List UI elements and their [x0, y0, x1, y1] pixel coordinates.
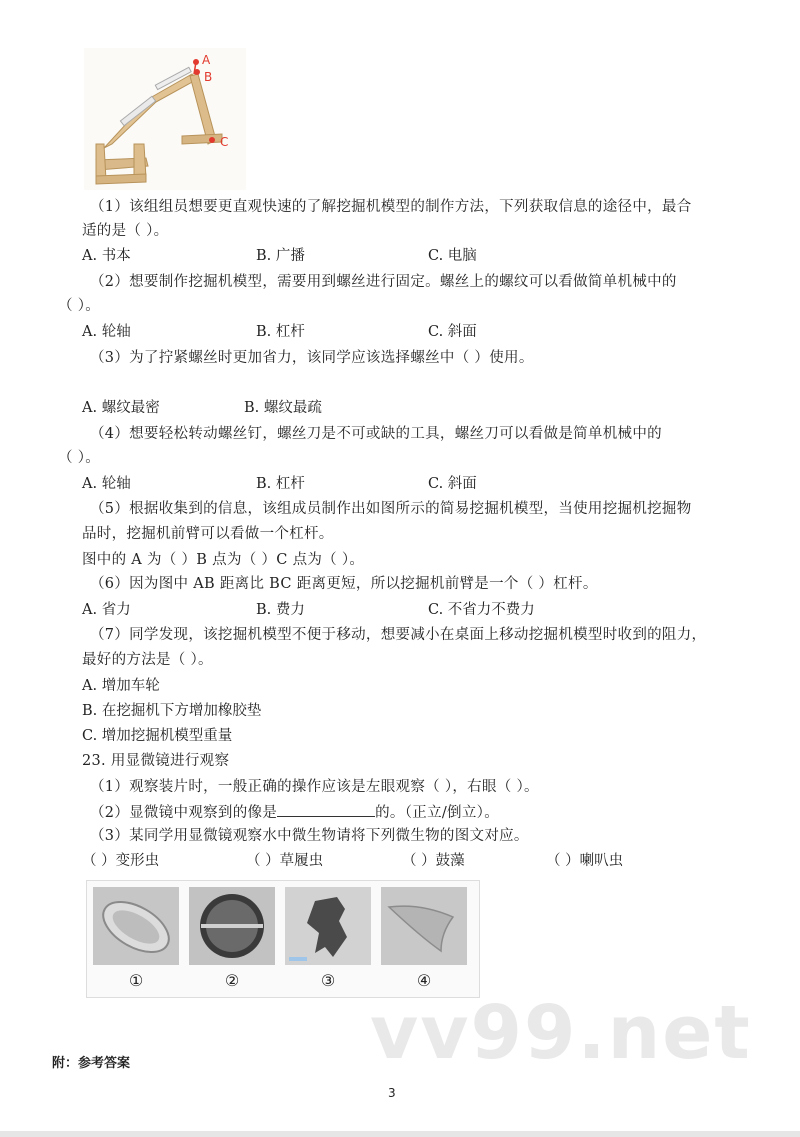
microorganism-number-1: ①	[128, 971, 144, 990]
q1-line1: （1）该组组员想要更直观快速的了解挖掘机模型的制作方法，下列获取信息的途径中，最合	[90, 199, 692, 215]
q7-line2: 最好的方法是（ ）。	[82, 652, 213, 668]
microorganism-image-2	[189, 887, 275, 965]
q4-option-b: B. 杠杆	[256, 476, 305, 492]
q3-option-a: A. 螺纹最密	[82, 400, 160, 416]
q4-option-c: C. 斜面	[428, 476, 477, 492]
q4-line1: （4）想要轻松转动螺丝钉，螺丝刀是不可或缺的工具，螺丝刀可以看做是简单机械中的	[90, 426, 662, 442]
q23-match-paramecium: （ ）草履虫	[246, 853, 324, 869]
q1-option-c: C. 电脑	[428, 248, 477, 264]
microorganism-image-3	[285, 887, 371, 965]
microorganism-number-2: ②	[224, 971, 240, 990]
point-label-b: B	[204, 70, 213, 84]
q6-option-b: B. 费力	[256, 602, 305, 618]
q1-option-a: A. 书本	[82, 248, 131, 264]
q3-line1: （3）为了拧紧螺丝时更加省力，该同学应该选择螺丝中（ ）使用。	[90, 350, 534, 366]
q6-line1: （6）因为图中 AB 距离比 BC 距离更短，所以挖掘机前臂是一个（ ）杠杆。	[90, 576, 598, 592]
q5-line1: （5）根据收集到的信息，该组成员制作出如图所示的简易挖掘机模型，当使用挖掘机挖掘物	[90, 501, 692, 517]
watermark: vv99.net	[370, 990, 752, 1076]
q2-line2: （ ）。	[58, 298, 101, 314]
q23-sub3: （3）某同学用显微镜观察水中微生物请将下列微生物的图文对应。	[90, 828, 529, 844]
q5-line3: 图中的 A 为（ ）B 点为（ ）C 点为（ ）。	[82, 552, 365, 568]
q23-sub2-prefix: （2）显微镜中观察到的像是	[90, 805, 278, 821]
q7-option-c: C. 增加挖掘机模型重量	[82, 728, 233, 744]
q2-option-c: C. 斜面	[428, 324, 477, 340]
microorganism-number-3: ③	[320, 971, 336, 990]
q1-option-b: B. 广播	[256, 248, 305, 264]
q7-line1: （7）同学发现，该挖掘机模型不便于移动，想要减小在桌面上移动挖掘机模型时收到的阻力，	[90, 627, 707, 643]
q2-option-a: A. 轮轴	[82, 324, 131, 340]
q23-match-stentor: （ ）喇叭虫	[546, 853, 624, 869]
q2-option-b: B. 杠杆	[256, 324, 305, 340]
q3-option-b: B. 螺纹最疏	[244, 400, 322, 416]
point-label-a: A	[202, 53, 211, 67]
q23-sub2-suffix: 的。（正立/倒立）。	[375, 805, 500, 821]
q1-line2: 适的是（ ）。	[82, 223, 169, 239]
q6-option-c: C. 不省力不费力	[428, 602, 535, 618]
q23-sub2-blank	[277, 801, 375, 817]
excavator-model-image	[84, 48, 246, 190]
page-number: 3	[388, 1086, 396, 1100]
microorganism-number-4: ④	[416, 971, 432, 990]
q7-option-b: B. 在挖掘机下方增加橡胶垫	[82, 703, 262, 719]
q23-sub1: （1）观察装片时，一般正确的操作应该是左眼观察（ ），右眼（ ）。	[90, 779, 539, 795]
microorganism-figure	[86, 880, 480, 998]
microorganism-image-4	[381, 887, 467, 965]
excavator-model-figure	[84, 48, 246, 190]
q23-match-amoeba: （ ）变形虫	[82, 853, 160, 869]
microorganism-image-1	[93, 887, 179, 965]
q5-line2: 品时，挖掘机前臂可以看做一个杠杆。	[82, 526, 334, 542]
appendix-heading: 附：参考答案	[52, 1056, 131, 1071]
page-bottom-edge	[0, 1131, 800, 1137]
q23-match-desmid: （ ）鼓藻	[402, 853, 465, 869]
q4-line2: （ ）。	[58, 450, 101, 466]
q23-sub2	[90, 801, 499, 823]
point-label-c: C	[220, 135, 229, 149]
q23-title: 23. 用显微镜进行观察	[82, 753, 230, 769]
q2-line1: （2）想要制作挖掘机模型，需要用到螺丝进行固定。螺丝上的螺纹可以看做简单机械中的	[90, 274, 677, 290]
q4-option-a: A. 轮轴	[82, 476, 131, 492]
q6-option-a: A. 省力	[82, 602, 131, 618]
q7-option-a: A. 增加车轮	[82, 678, 160, 694]
